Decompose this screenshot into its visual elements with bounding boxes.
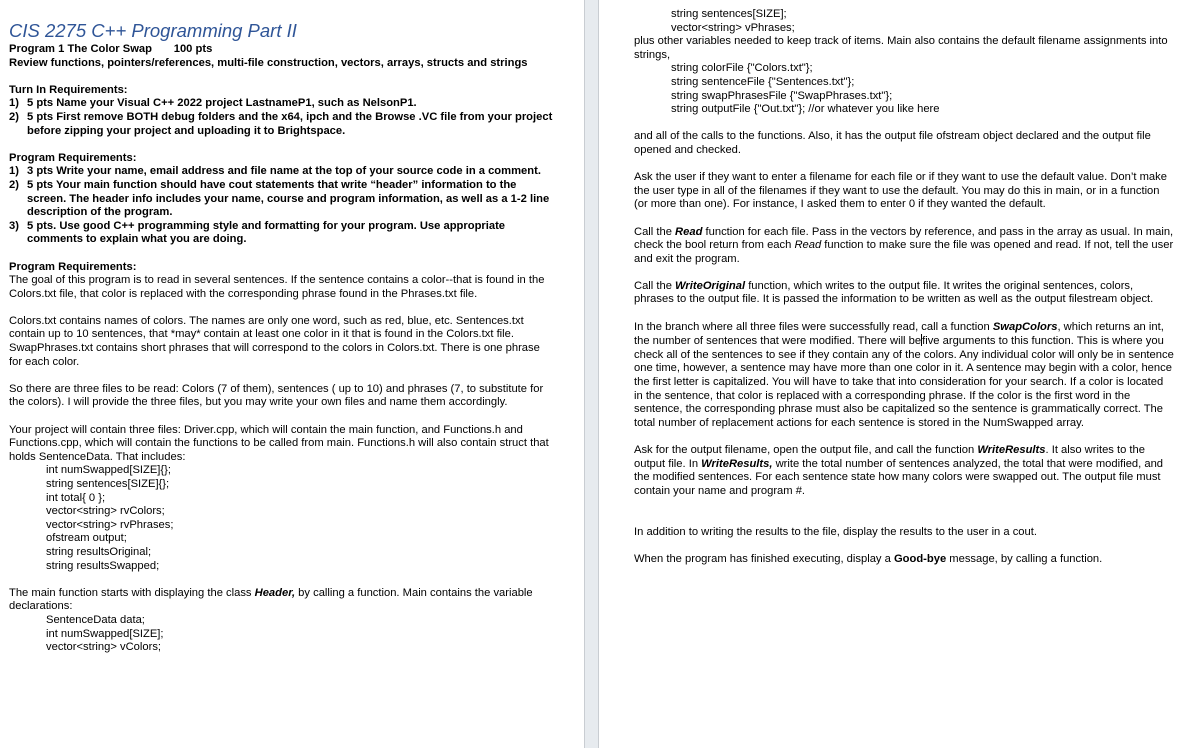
- turn-in-item-2: 2) 5 pts First remove BOTH debug folders and the x64, ipch and the Browse .VC file from your project before zipping your project and uploading it to Brightspace.: [9, 110, 553, 137]
- cout-paragraph: In addition to writing the results to the file, display the results to the user in a cout.: [634, 525, 1037, 538]
- continued-code-block: [634, 8, 1174, 35]
- requirement-item-3: 3) 5 pts. Use good C++ programming style and formatting for your program. Use appropriate comments to explain what you are doing.: [9, 219, 506, 246]
- colors-paragraph: Colors.txt contains names of colors. The names are only one word, such as red, blue, etc. Sentences.txt contain up to 10 sentences, that *may* contain at least one color in it that is found in the Colors.txt file. SwapPhrases.txt contains short phrases that will correspond to the colors in Colors.txt. There is one phrase for each color.: [9, 314, 540, 368]
- right-page: [599, 0, 1183, 748]
- left-page: [0, 0, 584, 748]
- main-function-paragraph: The main function starts with displaying the class Header, by calling a function. Main contains the variable declarations:: [9, 586, 533, 613]
- ask-user-paragraph: Ask the user if they want to enter a filename for each file or if they want to use the default value. Don’t make the user type in all of the filenames if they want to use the default. You may do this in main, or in a function (or more than one). For instance, I asked them to enter 0 if they wanted the default.: [634, 171, 1167, 211]
- page-gutter: [584, 0, 599, 748]
- struct-code-block: [9, 464, 554, 573]
- code-line: vector<string> rvColors;: [46, 505, 165, 518]
- read-function-paragraph: Call the Read function for each file. Pass in the vectors by reference, and pass in the array as usual. In main, check the bool return from each Read function to make sure the file was opened and read. If not, tell the user and exit the program.: [634, 225, 1174, 265]
- swap-colors-paragraph: In the branch where all three files were successfully read, call a function SwapColors, which returns an int, the number of sentences that were modified. There will befive arguments to this function. This is where you check all of the sentences to see if they contain any of the colors. Any individual color will only be in sentence one time, however, a sentence may have more than one color in it. A sentence may begin with a color, hence the first letter is capitalized. You will have to take that into consideration for your search. If a color is located in the sentence, that color is replaced with a corresponding phrase. If the color is the first word in the sentence, the corresponding phrase must also be capitalized so the sentence is grammatically correct. The total number of replacement actions for each sentence is stored in the NumSwapped array.: [634, 320, 1174, 429]
- turn-in-item-1: 1) 5 pts Name your Visual C++ 2022 project LastnameP1, such as NelsonP1.: [9, 97, 417, 110]
- goodbye-paragraph: When the program has finished executing, display a Good-bye message, by calling a function.: [634, 552, 1103, 565]
- program-requirements-heading: Program Requirements:: [9, 151, 137, 164]
- code-line: string sentences[SIZE]{};: [46, 478, 170, 490]
- review-line: Review functions, pointers/references, multi-file construction, vectors, arrays, structs and strings: [9, 56, 528, 69]
- right-column: [634, 8, 1174, 566]
- code-line: vector<string> rvPhrases;: [46, 518, 174, 531]
- code-line: ofstream output;: [46, 532, 127, 545]
- three-files-paragraph: So there are three files to be read: Colors (7 of them), sentences ( up to 10) and phrases (7, to substitute for the colors). I will provide the three files, but you may write your own files and name them accordingly.: [9, 382, 544, 409]
- code-line: string outputFile {"Out.txt"}; //or whatever you like here: [671, 103, 940, 116]
- code-line: string sentences[SIZE];: [671, 8, 787, 20]
- turn-in-heading: Turn In Requirements:: [9, 83, 128, 96]
- code-line: string sentenceFile {"Sentences.txt"};: [671, 75, 855, 88]
- code-line: vector<string> vPhrases;: [671, 21, 795, 34]
- plus-variables-paragraph: plus other variables needed to keep track of items. Main also contains the default filename assignments into strings,: [634, 35, 1168, 61]
- left-column: [9, 20, 554, 655]
- code-line: int total{ 0 };: [46, 491, 106, 504]
- code-line: string colorFile {"Colors.txt"};: [671, 62, 813, 75]
- requirement-item-2: 2) 5 pts Your main function should have cout statements that write “header” information to the screen. The header info includes your name, course and program information, as well as a 1-2 line description of the program.: [9, 178, 550, 219]
- code-line: string resultsOriginal;: [46, 545, 152, 558]
- project-files-paragraph: Your project will contain three files: Driver.cpp, which will contain the main function, and Functions.h and Functions.cpp, which will contain the functions to be called from main. Functions.h will also contain struct that holds SentenceData. That includes:: [9, 423, 549, 463]
- write-results-paragraph: Ask for the output filename, open the output file, and call the function WriteResults. It also writes to the output file. In WriteResults, write the total number of sentences analyzed, the total that were modified, and the modified sentences. For each sentence state how many colors were swapped out. The output file must contain your name and program #.: [634, 444, 1164, 497]
- code-line: SentenceData data;: [46, 613, 145, 626]
- goal-paragraph: The goal of this program is to read in several sentences. If the sentence contains a color--that is found in the Colors.txt file, that color is replaced with the corresponding phrase found in the Phrases.txt file.: [9, 274, 545, 300]
- code-line: int numSwapped[SIZE]{};: [46, 464, 172, 477]
- document-title: CIS 2275 C++ Programming Part II: [9, 20, 297, 41]
- code-line: int numSwapped[SIZE];: [46, 627, 164, 640]
- program-line: Program 1 The Color Swap 100 pts: [9, 43, 213, 55]
- requirement-item-1: 1) 3 pts Write your name, email address and file name at the top of your source code in a comment.: [9, 165, 541, 178]
- code-line: vector<string> vColors;: [46, 641, 162, 654]
- write-original-paragraph: Call the WriteOriginal function, which writes to the output file. It writes the original sentences, colors, phrases to the output file. It is passed the information to be written as well as the output filestream object.: [634, 279, 1154, 306]
- code-line: string resultsSwapped;: [46, 559, 160, 572]
- program-requirements-heading-2: Program Requirements:: [9, 260, 137, 273]
- filename-code-block: [634, 62, 1174, 116]
- code-line: string swapPhrasesFile {"SwapPhrases.txt"};: [671, 89, 893, 102]
- main-code-block: [9, 614, 554, 655]
- function-calls-paragraph: and all of the calls to the functions. Also, it has the output file ofstream object declared and the output file opened and checked.: [634, 130, 1151, 156]
